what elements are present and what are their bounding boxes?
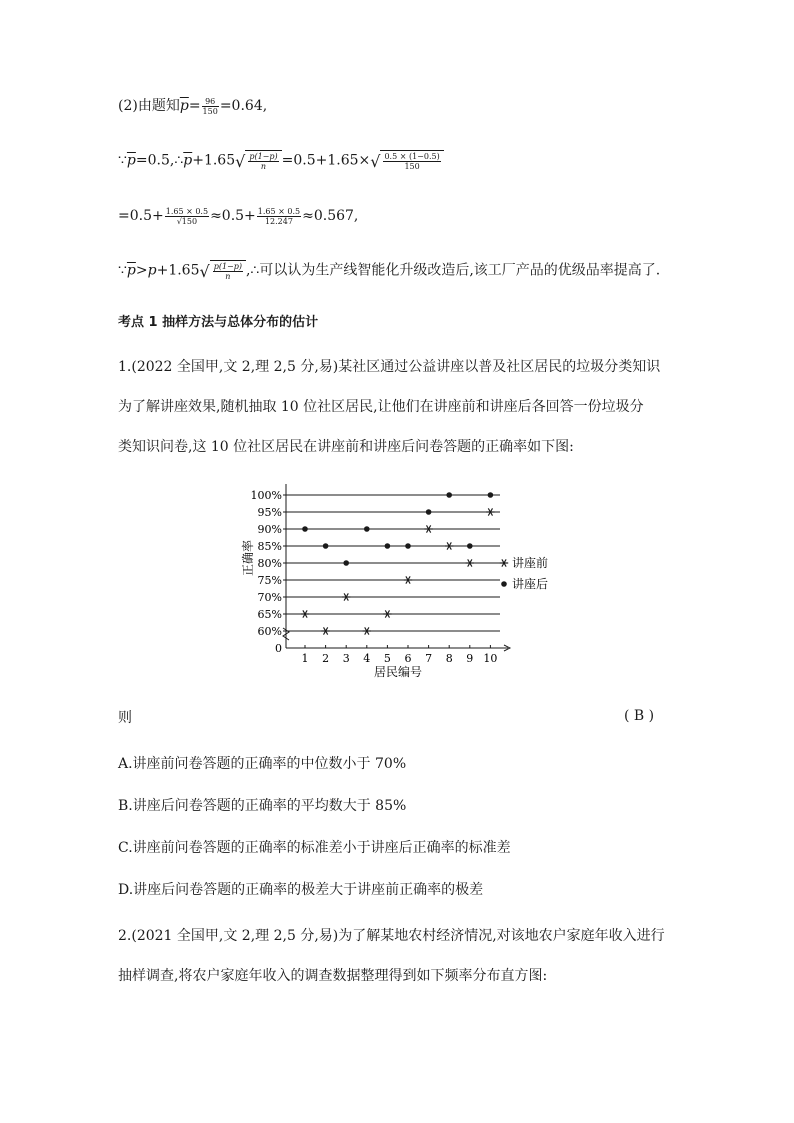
solution-text: ≈0.5+ bbox=[210, 208, 256, 224]
solution-text: (2)由题知 bbox=[118, 98, 180, 114]
option-a: A.讲座前问卷答题的正确率的中位数小于 70% bbox=[118, 756, 407, 772]
point-before-lecture bbox=[424, 525, 432, 532]
fraction-denominator: n bbox=[225, 272, 231, 281]
equals: = bbox=[188, 98, 201, 114]
fraction-numerator: p(1−p) bbox=[213, 262, 242, 271]
x-tick-label: 2 bbox=[322, 652, 330, 665]
section-heading: 考点 1 抽样方法与总体分布的估计 bbox=[118, 315, 319, 330]
square-root: √ $\frac{p(1-p)}{n}$ bbox=[235, 150, 281, 171]
square-root: √ $\frac{p(1-p)}{n}$ bbox=[200, 260, 246, 281]
point-before-lecture bbox=[321, 627, 329, 634]
fraction-denominator: √150 bbox=[176, 216, 198, 226]
legend-label-before: 讲座前 bbox=[512, 556, 549, 570]
y-tick-label: 80% bbox=[257, 557, 282, 570]
point-before-lecture bbox=[445, 542, 453, 549]
y-tick-label: 65% bbox=[257, 608, 282, 621]
x-axis-label: 居民编号 bbox=[373, 665, 423, 679]
y-tick-label: 0 bbox=[275, 642, 282, 655]
x-tick-label: 9 bbox=[466, 652, 474, 665]
point-before-lecture bbox=[486, 508, 494, 515]
solution-text: =0.5+1.65× bbox=[281, 152, 371, 169]
point-after-lecture bbox=[323, 543, 329, 549]
fraction-numerator: 1.65 × 0.5 bbox=[165, 206, 209, 216]
point-after-lecture bbox=[385, 543, 391, 549]
point-before-lecture bbox=[383, 610, 391, 617]
point-after-lecture bbox=[426, 509, 432, 515]
question-2-line-2: 抽样调查,将农户家庭年收入的调查数据整理得到如下频率分布直方图: bbox=[118, 968, 548, 984]
solution-text: =0.5+ bbox=[118, 208, 164, 224]
option-b: B.讲座后问卷答题的正确率的平均数大于 85% bbox=[118, 798, 407, 814]
axis-break-mark bbox=[283, 628, 289, 640]
point-after-lecture bbox=[446, 492, 452, 498]
question-1-line-2: 为了解讲座效果,随机抽取 10 位社区居民,让他们在讲座前和讲座后各回答一份垃圾分 bbox=[118, 399, 644, 415]
y-tick-label: 90% bbox=[257, 523, 282, 536]
accuracy-scatter-chart bbox=[238, 480, 568, 680]
square-root: √ $\frac{0.5 \times (1-0.5)}{150}$ bbox=[370, 150, 443, 171]
solution-line-4 bbox=[118, 260, 660, 281]
fraction-denominator: 150 bbox=[404, 162, 420, 171]
solution-text: +1.65 bbox=[156, 262, 200, 279]
option-d: D.讲座后问卷答题的正确率的极差大于讲座前正确率的极差 bbox=[118, 882, 484, 898]
because-symbol: ∵ bbox=[118, 262, 127, 279]
point-after-lecture bbox=[405, 543, 411, 549]
solution-line-1 bbox=[118, 96, 267, 116]
solution-text: =0.64, bbox=[219, 98, 268, 114]
legend-star-marker bbox=[500, 559, 508, 566]
solution-line-3 bbox=[118, 206, 358, 226]
point-after-lecture bbox=[467, 543, 473, 549]
question-1-line-3: 类知识问卷,这 10 位社区居民在讲座前和讲座后问卷答题的正确率如下图: bbox=[118, 439, 574, 455]
point-after-lecture bbox=[343, 560, 349, 566]
y-tick-label: 75% bbox=[257, 574, 282, 587]
y-tick-label: 100% bbox=[250, 489, 282, 502]
point-before-lecture bbox=[301, 610, 309, 617]
solution-text: ≈0.567, bbox=[302, 208, 359, 224]
p-bar-symbol: $\overline{p}$ bbox=[179, 98, 189, 114]
chart-axes bbox=[283, 484, 510, 651]
fraction-numerator: p(1−p) bbox=[249, 152, 278, 161]
question-1-line-1: 1.(2022 全国甲,文 2,理 2,5 分,易)某社区通过公益讲座以普及社区居民的垃圾分类知识 bbox=[118, 359, 661, 375]
fraction-numerator: 1.65 × 0.5 bbox=[257, 206, 301, 216]
then-label: 则 bbox=[118, 710, 132, 726]
solution-text: +1.65 bbox=[192, 152, 236, 169]
x-tick-label: 10 bbox=[483, 652, 498, 665]
x-tick-label: 1 bbox=[301, 652, 309, 665]
because-symbol: ∵ bbox=[118, 152, 127, 169]
point-after-lecture bbox=[364, 526, 370, 532]
x-tick-label: 8 bbox=[445, 652, 453, 665]
fraction bbox=[165, 207, 209, 226]
p-bar-symbol: $\overline{p}$ bbox=[126, 262, 136, 279]
y-tick-label: 85% bbox=[257, 540, 282, 553]
fraction-numerator: 0.5 × (1−0.5) bbox=[384, 152, 440, 161]
y-tick-label: 70% bbox=[257, 591, 282, 604]
solution-text: > bbox=[135, 262, 148, 279]
y-tick-label: 60% bbox=[257, 625, 282, 638]
x-tick-label: 3 bbox=[342, 652, 350, 665]
fraction bbox=[202, 97, 219, 116]
point-before-lecture bbox=[342, 593, 350, 600]
x-tick-label: 7 bbox=[425, 652, 433, 665]
question-2-line-1: 2.(2021 全国甲,文 2,理 2,5 分,易)为了解某地农村经济情况,对该地农户家庭年收入进行 bbox=[118, 928, 665, 944]
fraction-numerator: 96 bbox=[202, 97, 219, 107]
p-bar-symbol: $\overline{p}$ bbox=[126, 152, 136, 169]
point-after-lecture bbox=[488, 492, 494, 498]
solution-line-2 bbox=[118, 150, 444, 171]
legend-dot-marker bbox=[501, 581, 507, 587]
point-after-lecture bbox=[302, 526, 308, 532]
chart-legend bbox=[500, 555, 548, 591]
x-tick-label: 6 bbox=[404, 652, 412, 665]
fraction bbox=[257, 207, 301, 226]
fraction-denominator: 12.247 bbox=[264, 216, 293, 226]
point-before-lecture bbox=[466, 559, 474, 566]
y-tick-label: 95% bbox=[257, 506, 282, 519]
solution-text: =0.5,∴ bbox=[135, 152, 184, 169]
chart-y-ticks bbox=[251, 489, 282, 655]
legend-label-after: 讲座后 bbox=[512, 577, 549, 591]
point-before-lecture bbox=[363, 627, 371, 634]
fraction-denominator: 150 bbox=[202, 106, 218, 116]
point-before-lecture bbox=[404, 576, 412, 583]
solution-text: ,∴可以认为生产线智能化升级改造后,该工厂产品的优级品率提高了. bbox=[245, 262, 661, 279]
p-symbol: p bbox=[147, 262, 157, 279]
y-axis-label: 正确率 bbox=[241, 539, 255, 577]
p-bar-symbol: $\overline{p}$ bbox=[183, 152, 193, 169]
answer-choice: ( B ) bbox=[624, 708, 655, 724]
option-c: C.讲座前问卷答题的正确率的标准差小于讲座后正确率的标准差 bbox=[118, 840, 511, 856]
fraction-denominator: n bbox=[260, 162, 267, 171]
x-tick-label: 4 bbox=[363, 652, 371, 665]
x-tick-label: 5 bbox=[383, 652, 391, 665]
